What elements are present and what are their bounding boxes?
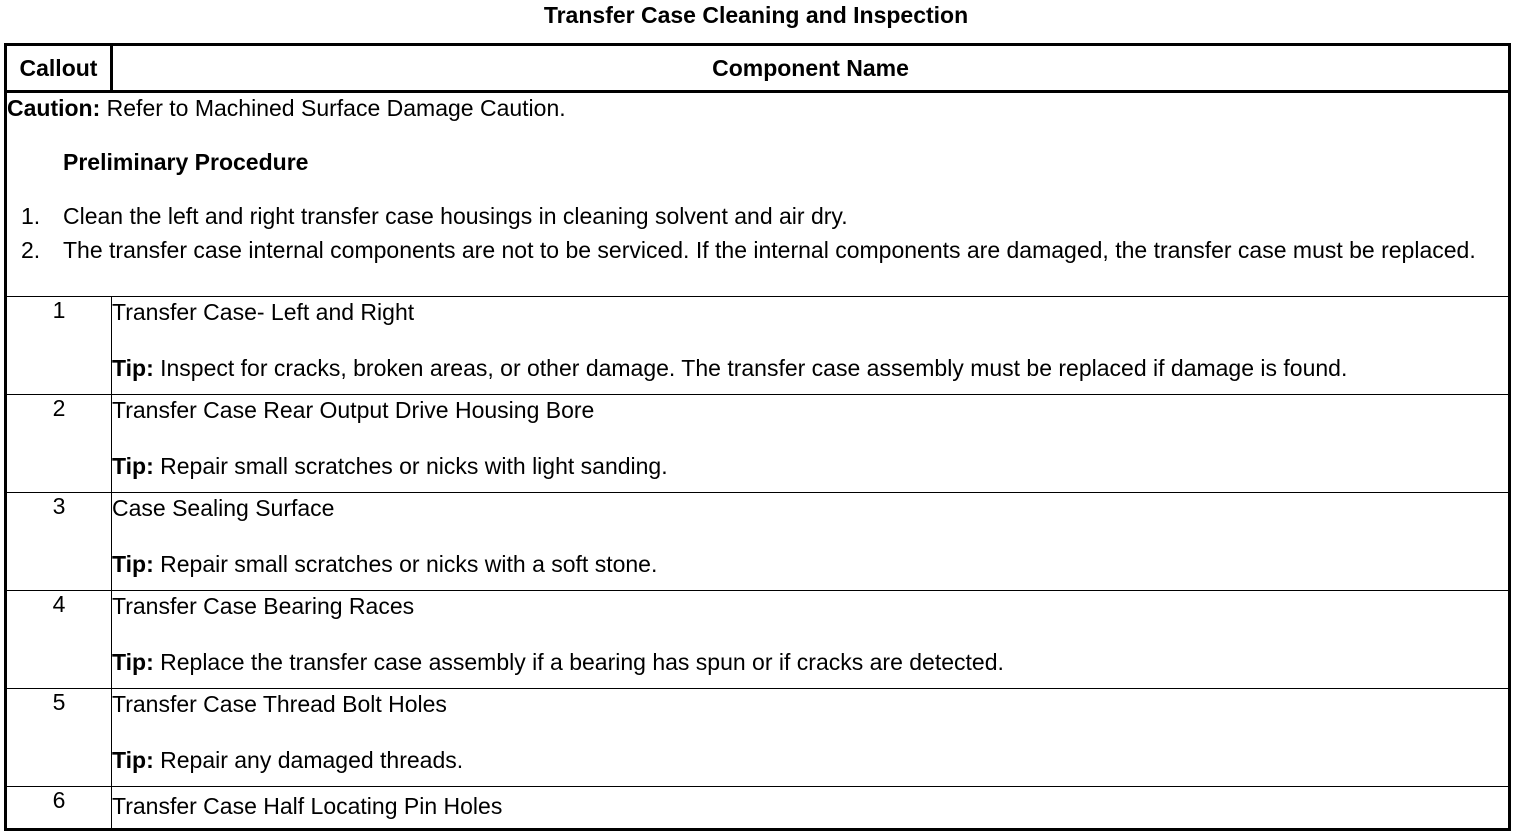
step-number: 2.: [21, 237, 41, 263]
table-row: [6, 493, 1510, 591]
table-row: [6, 395, 1510, 493]
document-title: Transfer Case Cleaning and Inspection: [543, 2, 969, 28]
callout-number: 6: [6, 787, 112, 830]
step-text: Clean the left and right transfer case housings in cleaning solvent and air dry.: [63, 203, 848, 229]
callout-number: 1: [6, 297, 112, 395]
component-cell: [112, 689, 1510, 787]
caution-label: Caution:: [7, 95, 101, 121]
caution-text: Refer to Machined Surface Damage Caution.: [100, 95, 566, 121]
tip-label: Tip:: [112, 747, 154, 773]
tip-note: [112, 745, 1508, 775]
tip-label: Tip:: [112, 453, 154, 479]
callout-number: 2: [6, 395, 112, 493]
tip-label: Tip:: [112, 355, 154, 381]
component-name: Transfer Case- Left and Right: [112, 299, 415, 325]
list-item: [7, 235, 1508, 265]
preliminary-procedure-heading: Preliminary Procedure: [63, 149, 309, 175]
tip-text: Repair small scratches or nicks with light sanding.: [153, 453, 668, 479]
tip-text: Repair small scratches or nicks with a soft stone.: [153, 551, 658, 577]
table-header-row: [6, 45, 1510, 92]
component-name: Transfer Case Thread Bolt Holes: [112, 691, 447, 717]
component-name: Transfer Case Rear Output Drive Housing Bore: [112, 397, 595, 423]
step-number: 1.: [21, 203, 41, 229]
tip-text: Repair any damaged threads.: [153, 747, 464, 773]
tip-text: Inspect for cracks, broken areas, or other damage. The transfer case assembly must be replaced if damage is found.: [153, 355, 1348, 381]
table-row: [6, 591, 1510, 689]
tip-note: [112, 549, 1508, 579]
component-cell: [112, 297, 1510, 395]
table-row: [6, 297, 1510, 395]
component-cell: [112, 395, 1510, 493]
tip-label: Tip:: [112, 649, 154, 675]
tip-note: [112, 451, 1508, 481]
component-name: Transfer Case Half Locating Pin Holes: [112, 793, 503, 819]
component-cell: [112, 787, 1510, 830]
step-text: The transfer case internal components are not to be serviced. If the internal components are damaged, the transfer case must be replaced.: [63, 237, 1476, 263]
preamble-row: [6, 92, 1510, 297]
component-cell: [112, 493, 1510, 591]
component-cell: [112, 591, 1510, 689]
tip-label: Tip:: [112, 551, 154, 577]
callout-number: 4: [6, 591, 112, 689]
component-name-column-header: Component Name: [112, 45, 1510, 92]
inspection-table: [4, 43, 1511, 831]
tip-note: [112, 647, 1508, 677]
component-name: Case Sealing Surface: [112, 495, 335, 521]
table-row: [6, 787, 1510, 830]
callout-column-header: Callout: [6, 45, 112, 92]
tip-text: Replace the transfer case assembly if a bearing has spun or if cracks are detected.: [153, 649, 1004, 675]
tip-note: [112, 353, 1508, 383]
preamble-cell: [6, 92, 1510, 297]
callout-number: 5: [6, 689, 112, 787]
component-name: Transfer Case Bearing Races: [112, 593, 415, 619]
caution-note: [7, 93, 1508, 123]
callout-number: 3: [6, 493, 112, 591]
list-item: [7, 201, 1508, 231]
table-row: [6, 689, 1510, 787]
preliminary-steps-list: [7, 201, 1508, 265]
